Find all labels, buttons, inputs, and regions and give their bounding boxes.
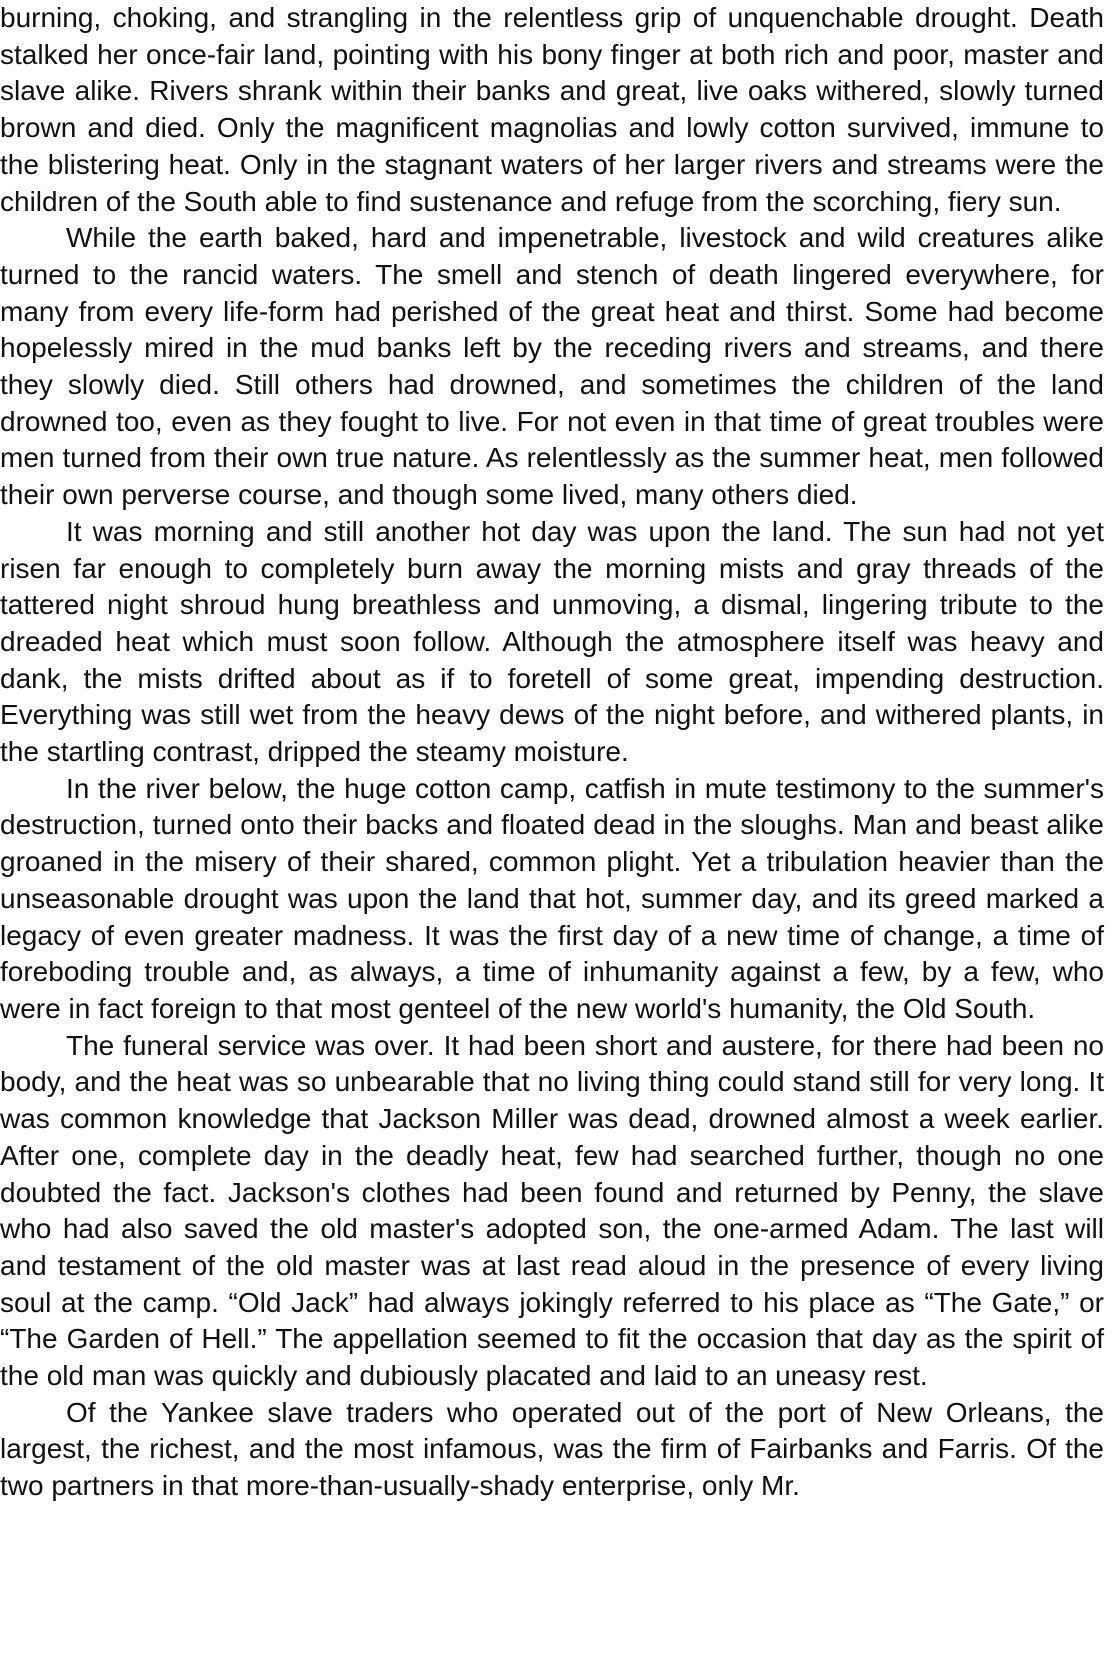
paragraph-6: Of the Yankee slave traders who operated out of the port of New Orleans, the largest, the richest, and the most infamous, was the firm of Fairbanks and Farris. Of the two partners in that more-than-usually-shady enterprise, only Mr. bbox=[0, 1396, 1104, 1502]
paragraph-5: The funeral service was over. It had been short and austere, for there had been no body, and the heat was so unbearable that no living thing could stand still for very long. It was common knowledge that Jackson Miller was dead, drowned almost a week earlier. After one, complete day in the deadly heat, few had searched further, though no one doubted the fact. Jackson's clothes had been found and returned by Penny, the slave who had also saved the old master's adopted son, the one-armed Adam. The last will and testament of the old master was at last read aloud in the presence of every living soul at the camp. “Old Jack” had always jokingly referred to his place as “The Gate,” or “The Garden of Hell.” The appellation seemed to fit the occasion that day as the spirit of the old man was quickly and dubiously placated and laid to an uneasy rest. bbox=[0, 1029, 1104, 1392]
paragraph-2: While the earth baked, hard and impenetrable, livestock and wild creatures alike turned to the rancid waters. The smell and stench of death lingered everywhere, for many from every life-form had perished of the great heat and thirst. Some had become hopelessly mired in the mud banks left by the receding rivers and streams, and there they slowly died. Still others had drowned, and sometimes the children of the land drowned too, even as they fought to live. For not even in that time of great troubles were men turned from their own true nature. As relentlessly as the summer heat, men followed their own perverse course, and though some lived, many others died. bbox=[0, 222, 1104, 511]
paragraph-1: burning, choking, and strangling in the relentless grip of unquenchable drought. Death stalked her once-fair land, pointing with his bony finger at both rich and poor, master and slave alike. Rivers shrank within their banks and great, live oaks withered, slowly turned brown and died. Only the magnificent magnolias and lowly cotton survived, immune to the blistering heat. Only in the stagnant waters of her larger rivers and streams were the children of the South able to find sustenance and refuge from the scorching, fiery sun. bbox=[0, 2, 1104, 217]
paragraph-3: It was morning and still another hot day was upon the land. The sun had not yet risen far enough to completely burn away the morning mists and gray threads of the tattered night shroud hung breathless and unmoving, a dismal, lingering tribute to the dreaded heat which must soon follow. Although the atmosphere itself was heavy and dank, the mists drifted about as if to foretell of some great, impending destruction. Everything was still wet from the heavy dews of the night before, and withered plants, in the startling contrast, dripped the steamy moisture. bbox=[0, 515, 1104, 768]
paragraph-4: In the river below, the huge cotton camp, catfish in mute testimony to the summer's destruction, turned onto their backs and floated dead in the sloughs. Man and beast alike groaned in the misery of their shared, common plight. Yet a tribulation heavier than the unseasonable drought was upon the land that hot, summer day, and its greed marked a legacy of even greater madness. It was the first day of a new time of change, a time of foreboding trouble and, as always, a time of inhumanity against a few, by a few, who were in fact foreign to that most genteel of the new world's humanity, the Old South. bbox=[0, 772, 1104, 1024]
